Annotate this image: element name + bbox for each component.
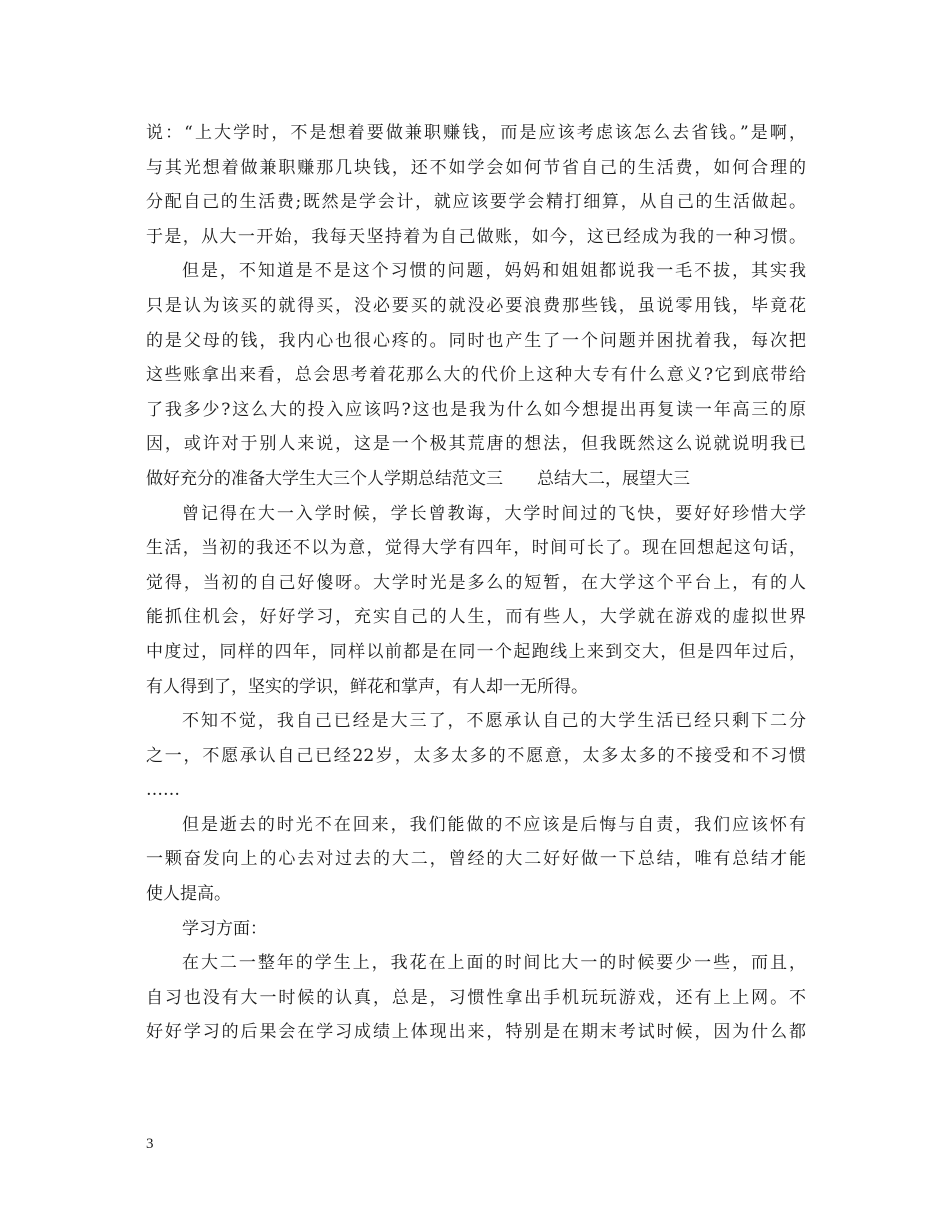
document-body <box>146 116 806 1050</box>
text-line: 分配自己的生活费;既然是学会计，就应该要学会精打细算，从自己的生活做起。 <box>146 192 806 213</box>
text-line: 不知不觉，我自己已经是大三了，不愿承认自己的大学生活已经只剩下二分 <box>182 711 806 732</box>
text-line: 好好学习的后果会在学习成绩上体现出来，特别是在期末考试时候，因为什么都 <box>146 1022 806 1043</box>
text-line: 这些账拿出来看，总会思考着花那么大的代价上这种大专有什么意义?它到底带给 <box>146 365 806 386</box>
text-line: 于是，从大一开始，我每天坚持着为自己做账，如今，这已经成为我的一种习惯。 <box>146 226 806 247</box>
page-number: 3 <box>146 1136 154 1152</box>
text-line: 一颗奋发向上的心去对过去的大二，曾经的大二好好做一下总结，唯有总结才能 <box>146 849 806 870</box>
text-line: 自习也没有大一时候的认真，总是，习惯性拿出手机玩玩游戏，还有上上网。不 <box>146 987 806 1008</box>
text-line: 觉得，当初的自己好傻呀。大学时光是多么的短暂，在大学这个平台上，有的人 <box>146 572 806 593</box>
text-line: 在大二一整年的学生上，我花在上面的时间比大一的时候要少一些，而且， <box>182 953 806 974</box>
text-line: 但是，不知道是不是这个习惯的问题，妈妈和姐姐都说我一毛不拔，其实我 <box>182 261 806 282</box>
text-line: 之一，不愿承认自己已经22岁，太多太多的不愿意，太多太多的不接受和不习惯 <box>146 745 806 766</box>
text-line: 但是逝去的时光不在回来，我们能做的不应该是后悔与自责，我们应该怀有 <box>182 814 806 835</box>
text-line: 使人提高。 <box>146 884 231 905</box>
text-line: 的是父母的钱，我内心也很心疼的。同时也产生了一个问题并困扰着我，每次把 <box>146 330 806 351</box>
text-line: …… <box>146 780 180 801</box>
text-line: 生活，当初的我还不以为意，觉得大学有四年，时间可长了。现在回想起这句话， <box>146 538 806 559</box>
text-line: 有人得到了，坚实的学识，鲜花和掌声，有人却一无所得。 <box>146 676 588 697</box>
text-line: 只是认为该买的就得买，没必要买的就没必要浪费那些钱，虽说零用钱，毕竟花 <box>146 295 806 316</box>
text-line: 能抓住机会，好好学习，充实自己的人生，而有些人，大学就在游戏的虚拟世界 <box>146 607 806 628</box>
text-line: 学习方面： <box>182 918 267 939</box>
text-line: 曾记得在大一入学时候，学长曾教诲，大学时间过的飞快，要好好珍惜大学 <box>182 503 806 524</box>
text-line: 中度过，同样的四年，同样以前都是在同一个起跑线上来到交大，但是四年过后， <box>146 641 806 662</box>
text-line: 了我多少?这么大的投入应该吗?这也是我为什么如今想提出再复读一年高三的原 <box>146 399 806 420</box>
text-line: 因，或许对于别人来说，这是一个极其荒唐的想法，但我既然这么说就说明我已 <box>146 434 806 455</box>
text-line: 做好充分的准备大学生大三个人学期总结范文三 总结大二，展望大三 <box>146 468 690 489</box>
text-line: 与其光想着做兼职赚那几块钱，还不如学会如何节省自己的生活费，如何合理的 <box>146 157 806 178</box>
text-line: 说：“上大学时，不是想着要做兼职赚钱，而是应该考虑该怎么去省钱。”是啊， <box>146 123 806 143</box>
